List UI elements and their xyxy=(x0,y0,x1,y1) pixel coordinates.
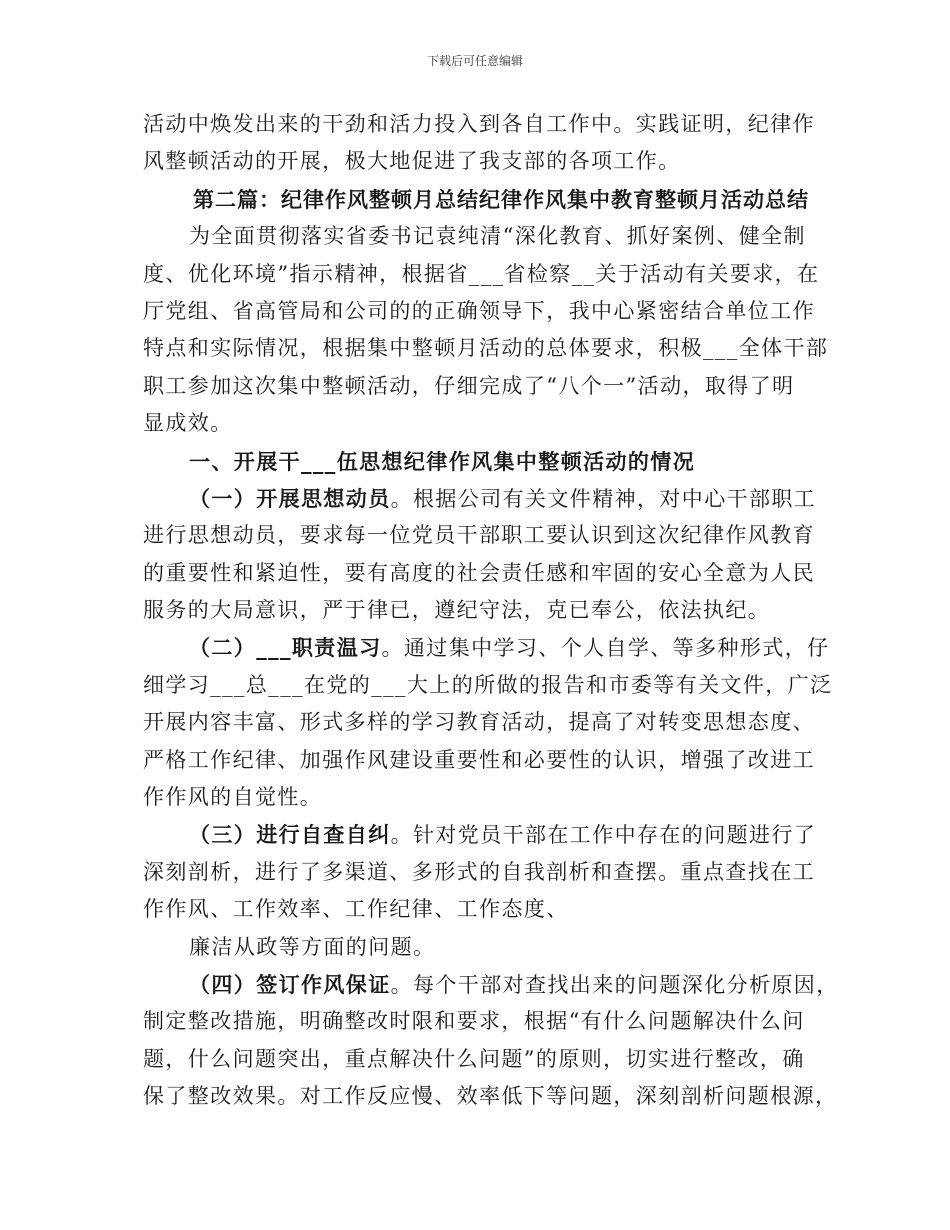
paragraph-line: 的重要性和紧迫性，要有高度的社会责任感和牢固的安心全意为人民 xyxy=(143,560,815,585)
item-heading: （三）进行自查自纠 xyxy=(189,822,391,848)
paragraph-line: 细学习___总___在党的___大上的所做的报告和市委等有关文件，广泛 xyxy=(143,672,833,697)
item-text: 。通过集中学习、个人自学、等多种形式，仔 xyxy=(381,636,830,661)
paragraph-line: 活动中焕发出来的干劲和活力投入到各自工作中。实践证明，纪律作 xyxy=(143,112,815,136)
item-text: 。针对党员干部在工作中存在的问题进行了 xyxy=(390,823,817,848)
paragraph-line: 廉洁从政等方面的问题。 xyxy=(189,934,436,959)
document-body xyxy=(143,106,839,1116)
item-text: 。每个干部对查找出来的问题深化分析原因， xyxy=(390,972,839,997)
subsection-heading: 一、开展干___伍思想纪律作风集中整顿活动的情况 xyxy=(189,448,696,474)
section-title: 第二篇：纪律作风整顿月总结纪律作风集中教育整顿月活动总结 xyxy=(193,186,809,212)
paragraph-line: 开展内容丰富、形式多样的学习教育活动，提高了对转变思想态度、 xyxy=(143,710,815,735)
paragraph-line: 职工参加这次集中整顿活动，仔细完成了“八个一”活动，取得了明 xyxy=(143,373,795,398)
paragraph-line: 厅党组、省高管局和公司的的正确领导下，我中心紧密结合单位工作 xyxy=(143,298,815,323)
paragraph-line: 制定整改措施，明确整改时限和要求，根据“有什么问题解决什么问 xyxy=(143,1009,805,1034)
paragraph-line: 保了整改效果。对工作反应慢、效率低下等问题，深刻剖析问题根源， xyxy=(143,1084,838,1109)
paragraph-line: 度、优化环境”指示精神，根据省___省检察__关于活动有关要求，在 xyxy=(143,261,820,286)
paragraph-line: 严格工作纪律、加强作风建设重要性和必要性的认识，增强了改进工 xyxy=(143,747,815,772)
paragraph-line xyxy=(143,816,815,853)
paragraph-line xyxy=(143,629,830,666)
paragraph-line: 服务的大局意识，严于律已，遵纪守法，克已奉公，依法执纪。 xyxy=(143,598,771,623)
paragraph-line: 特点和实际情况，根据集中整顿月活动的总体要求，积极___全体干部 xyxy=(143,336,829,361)
paragraph-line: 风整顿活动的开展，极大地促进了我支部的各项工作。 xyxy=(143,149,681,174)
paragraph-line: 显成效。 xyxy=(143,411,233,436)
paragraph-line: 为全面贯彻落实省委书记袁纯清“深化教育、抓好案例、健全制 xyxy=(189,224,806,249)
item-heading: （四）签订作风保证 xyxy=(189,971,391,997)
paragraph-line xyxy=(143,480,815,517)
paragraph-line: 深刻剖析，进行了多渠道、多形式的自我剖析和查摆。重点查找在工 xyxy=(143,859,815,884)
item-heading: （二）___职责温习 xyxy=(189,635,382,661)
paragraph-line xyxy=(143,966,839,1003)
item-heading: （一）开展思想动员 xyxy=(189,485,391,511)
paragraph-line: 题，什么问题突出，重点解决什么问题”的原则，切实进行整改，确 xyxy=(143,1046,805,1071)
paragraph-line: 作作风、工作效率、工作纪律、工作态度、 xyxy=(143,897,569,922)
paragraph-line: 作作风的自觉性。 xyxy=(143,785,323,810)
page-header: 下载后可任意编辑 xyxy=(426,54,523,68)
paragraph-line: 进行思想动员，要求每一位党员干部职工要认识到这次纪律作风教育 xyxy=(143,523,815,548)
item-text: 。根据公司有关文件精神，对中心干部职工 xyxy=(390,486,817,511)
